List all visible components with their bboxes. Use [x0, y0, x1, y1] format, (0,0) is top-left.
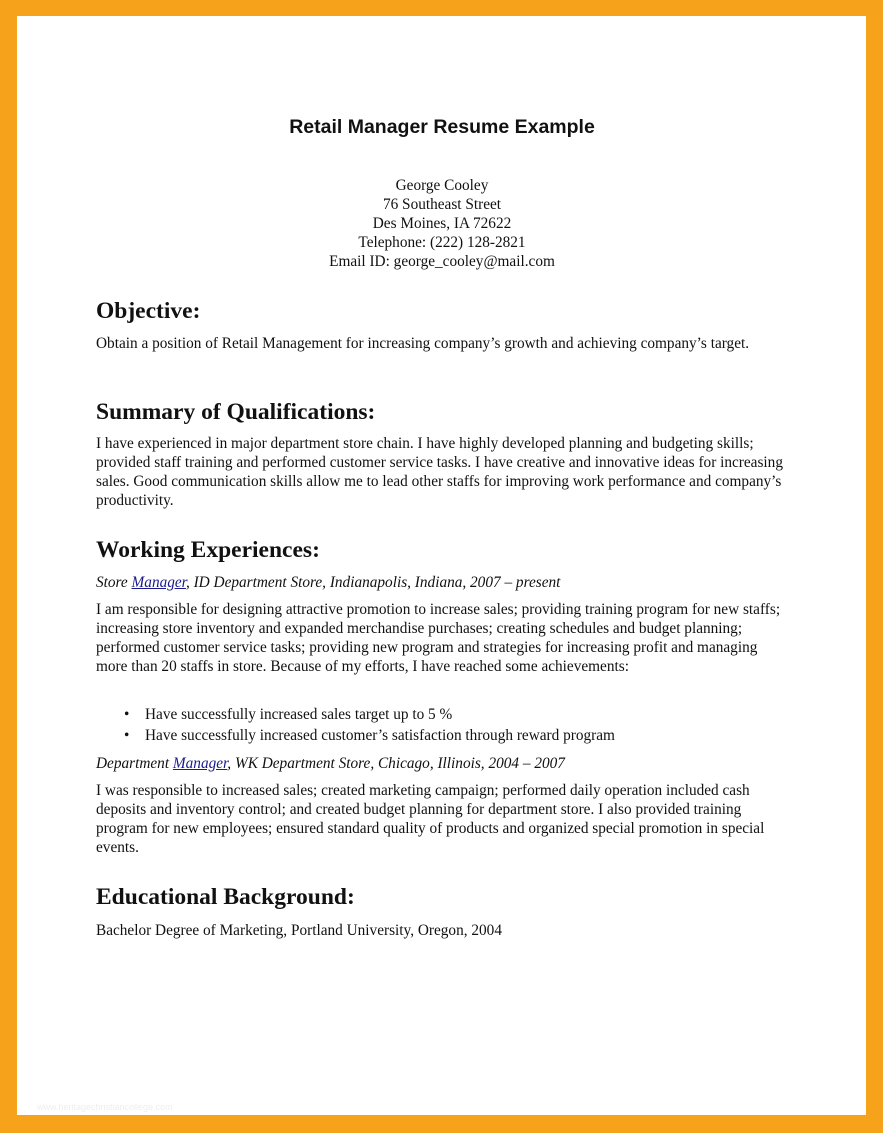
- objective-text: Obtain a position of Retail Management for increasing company’s growth and achieving company’s target.: [96, 335, 750, 352]
- list-item: [96, 704, 788, 725]
- job-title-2-link[interactable]: Manager: [172, 755, 228, 772]
- contact-block: [96, 176, 788, 271]
- bullet-marker: •: [124, 727, 130, 744]
- objective-heading: Objective:: [96, 298, 201, 324]
- education-text: Bachelor Degree of Marketing, Portland University, Oregon, 2004: [96, 922, 502, 939]
- job-title-2: [96, 754, 565, 773]
- list-item: [96, 725, 788, 746]
- watermark: www.heritagechristiancollege.com: [37, 1102, 173, 1112]
- job-1-description: I am responsible for designing attractive promotion to increase sales; providing training program for new staffs; increasing store inventory and expanded merchandise purchases; creating schedules and budget planning; performed customer service tasks; providing new program and strategies for increasing profit and managing more than 20 staffs in store. Because of my efforts, I have reached some achievements:: [96, 601, 781, 675]
- contact-telephone: Telephone: (222) 128-2821: [358, 234, 526, 251]
- list-item-text: Have successfully increased sales target up to 5 %: [145, 706, 453, 723]
- job-title-1: [96, 573, 560, 592]
- list-item-text: Have successfully increased customer’s satisfaction through reward program: [145, 727, 615, 744]
- resume-page: [17, 16, 866, 1115]
- job-1-achievements: [96, 704, 788, 746]
- document-title: Retail Manager Resume Example: [289, 116, 595, 138]
- summary-text: I have experienced in major department store chain. I have highly developed planning and budgeting skills; provided staff training and performed customer service tasks. I have creative and innovative ideas for increasing sales. Good communication skills allow me to lead other staffs for improving work performance and company’s productivity.: [96, 435, 783, 509]
- summary-heading: Summary of Qualifications:: [96, 399, 376, 425]
- education-heading: Educational Background:: [96, 884, 355, 910]
- job-title-1-suffix: , ID Department Store, Indianapolis, Indiana, 2007 – present: [185, 574, 561, 591]
- contact-name: George Cooley: [395, 177, 489, 194]
- contact-street: 76 Southeast Street: [382, 196, 502, 213]
- job-title-2-suffix: , WK Department Store, Chicago, Illinois, 2004 – 2007: [227, 755, 565, 772]
- job-title-2-prefix: Department: [96, 755, 173, 772]
- job-title-1-prefix: Store: [96, 574, 132, 591]
- experience-heading: Working Experiences:: [96, 537, 320, 563]
- bullet-marker: •: [124, 706, 130, 723]
- job-2-description: I was responsible to increased sales; created marketing campaign; performed daily operation included cash deposits and inventory control; and created budget planning for department store. I also provided training program for new employees; ensured standard quality of products and organized special promotion in special events.: [96, 782, 765, 856]
- job-title-1-link[interactable]: Manager: [131, 574, 186, 591]
- contact-city: Des Moines, IA 72622: [372, 215, 512, 232]
- contact-email: Email ID: george_cooley@mail.com: [329, 253, 555, 270]
